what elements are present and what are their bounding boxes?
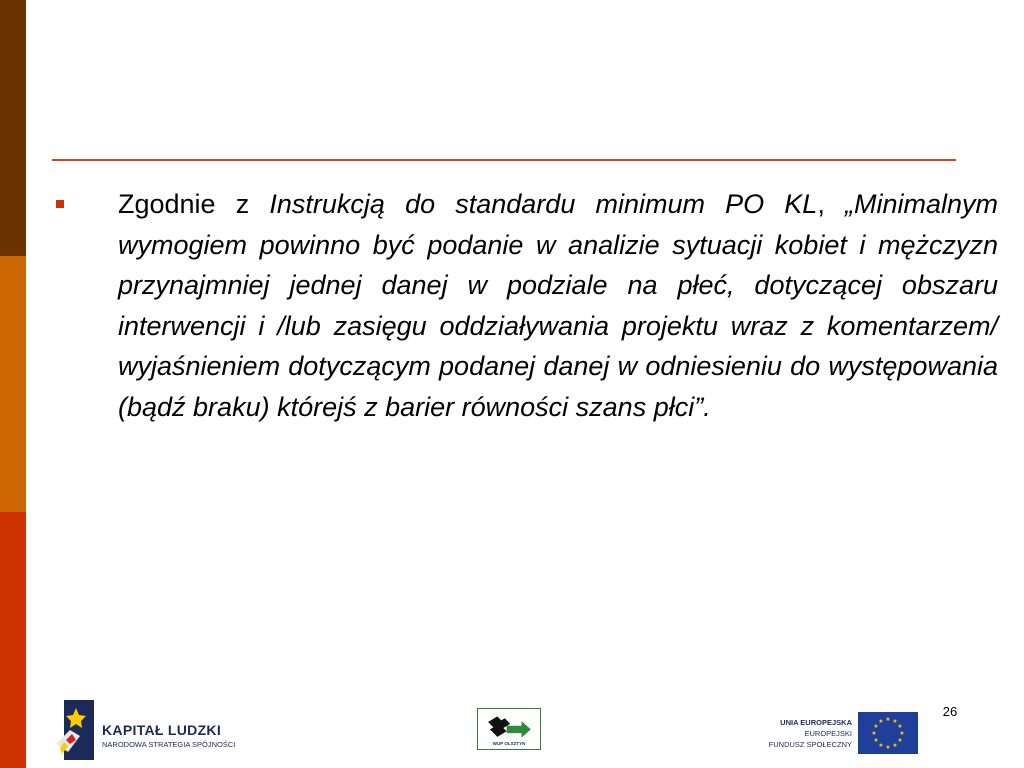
eu-line-3: FUNDUSZ SPOŁECZNY xyxy=(768,740,852,749)
kapital-ludzki-logo xyxy=(56,700,256,760)
svg-text:★: ★ xyxy=(892,718,898,725)
side-bar-red-bottom xyxy=(0,672,26,768)
wup-caption: WUP OLSZTYN xyxy=(492,741,526,746)
svg-text:★: ★ xyxy=(873,737,879,744)
bullet-paragraph xyxy=(118,184,998,428)
svg-text:★: ★ xyxy=(885,744,891,751)
eu-line-2: EUROPEJSKI xyxy=(804,729,852,738)
svg-text:★: ★ xyxy=(899,730,905,737)
svg-text:★: ★ xyxy=(892,742,898,749)
svg-text:★: ★ xyxy=(897,723,903,730)
svg-text:★: ★ xyxy=(885,716,891,723)
svg-text:★: ★ xyxy=(878,718,884,725)
kapital-ludzki-star-icon xyxy=(56,700,96,760)
eu-line-1: UNIA EUROPEJSKA xyxy=(780,718,852,727)
bullet-square-icon xyxy=(56,200,64,208)
eu-flag-icon xyxy=(858,712,918,754)
svg-text:★: ★ xyxy=(873,723,879,730)
kapital-ludzki-subtitle: NARODOWA STRATEGIA SPÓJNOŚCI xyxy=(102,740,236,749)
text-comma: , xyxy=(817,189,845,219)
text-intro: Zgodnie z xyxy=(118,189,270,219)
eu-logo xyxy=(770,712,920,756)
side-bar-red xyxy=(0,512,26,672)
title-divider-line xyxy=(52,159,956,161)
side-bar-orange xyxy=(0,256,26,512)
side-bar-dark-brown xyxy=(0,0,26,256)
svg-text:★: ★ xyxy=(871,730,877,737)
text-quote: „Minimalnym wymogiem powinno być podanie w analizie sytuacji kobiet i mężczyzn przynajmniej jednej danej w podziale na płeć, dotyczącej obszaru interwencji i /lub zasięgu oddziaływania projektu wraz z komentarzem/ wyjaśnieniem dotyczącym podanej danej w odniesieniu do występowania (bądź braku) którejś z barier równości szans płci”. xyxy=(118,189,998,422)
page-number: 26 xyxy=(942,704,958,719)
svg-text:★: ★ xyxy=(897,737,903,744)
svg-text:★: ★ xyxy=(878,742,884,749)
wup-logo xyxy=(477,708,541,750)
text-instruction-title: Instrukcją do standardu minimum PO KL xyxy=(269,189,818,219)
kapital-ludzki-name: KAPITAŁ LUDZKI xyxy=(102,722,222,738)
